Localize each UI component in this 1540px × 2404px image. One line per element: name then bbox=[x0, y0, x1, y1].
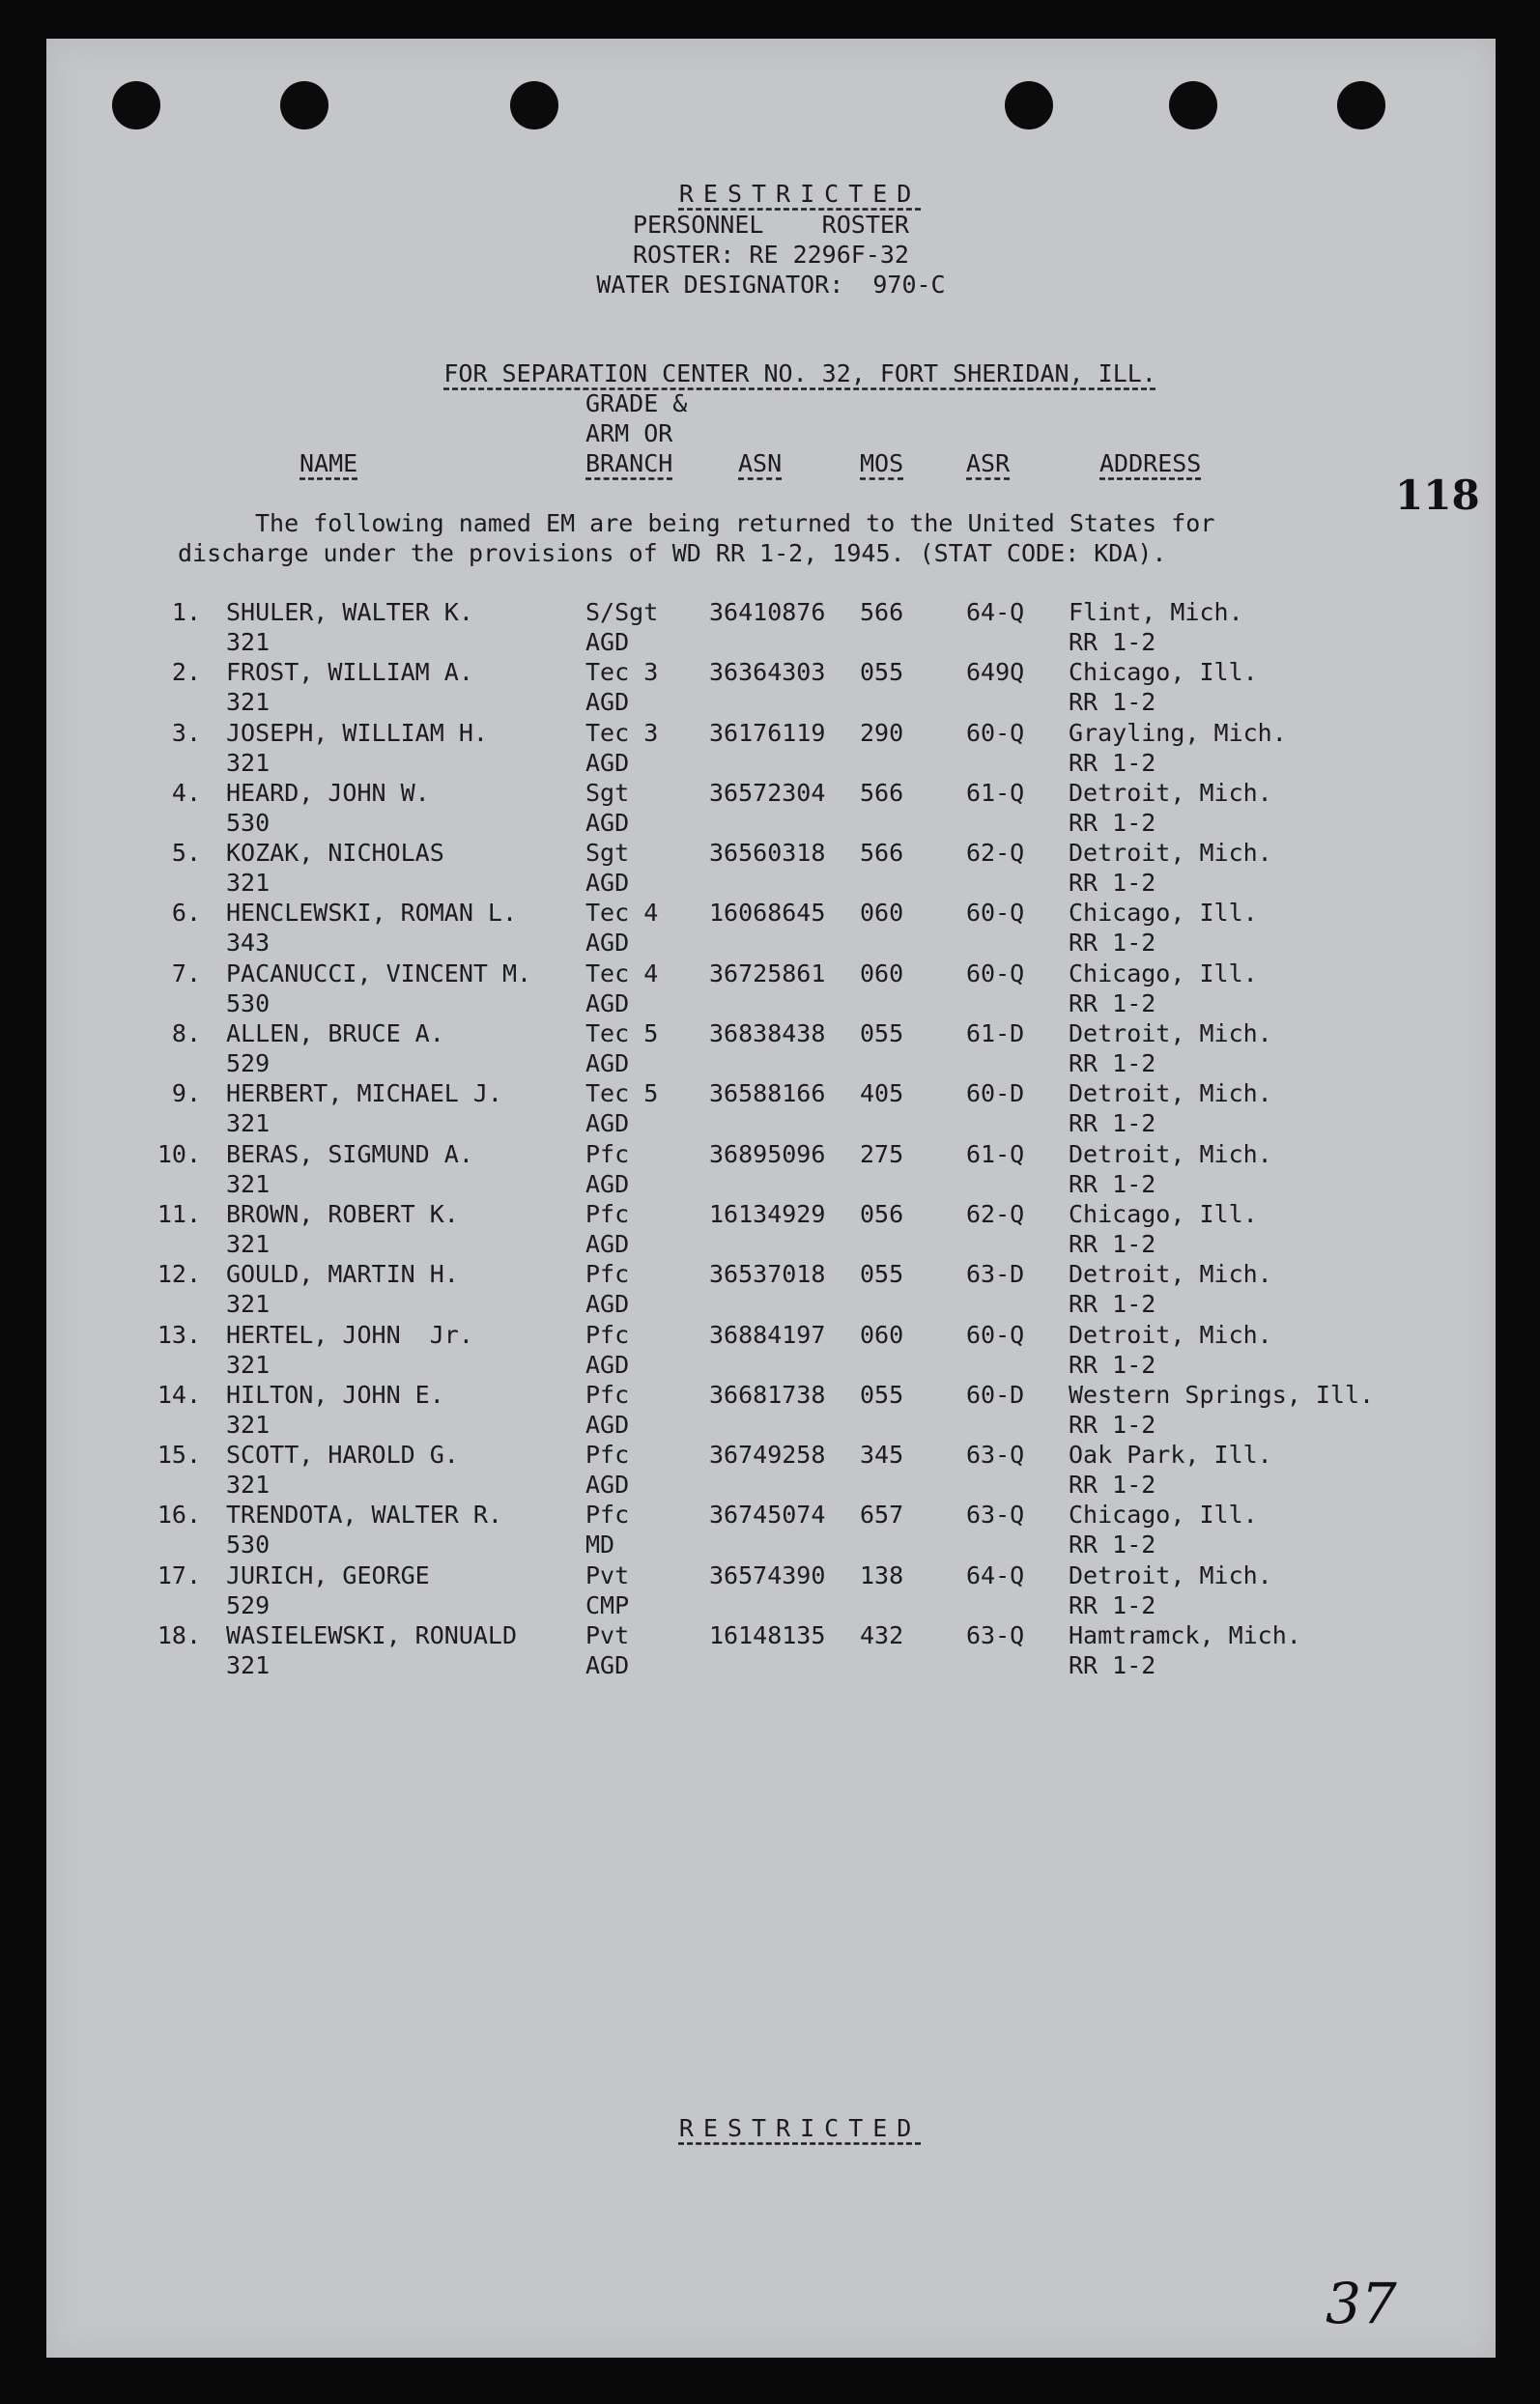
entry-asr: 64-Q bbox=[966, 598, 1025, 626]
entry-asr: 61-D bbox=[966, 1019, 1025, 1048]
roster-entry bbox=[46, 597, 1496, 657]
entry-grade: Tec 5 bbox=[585, 1019, 659, 1048]
entry-authority: RR 1-2 bbox=[1069, 1290, 1156, 1319]
entry-unit: 321 bbox=[226, 1350, 271, 1379]
entry-unit: 321 bbox=[226, 869, 271, 898]
entry-grade: Tec 4 bbox=[585, 959, 659, 987]
roster-entry bbox=[46, 1139, 1496, 1199]
entry-authority: RR 1-2 bbox=[1069, 1651, 1156, 1680]
entry-address: Oak Park, Ill. bbox=[1069, 1441, 1272, 1470]
entry-arm-branch: AGD bbox=[585, 988, 630, 1017]
roster-entry bbox=[46, 1380, 1496, 1440]
entry-asr: 60-Q bbox=[966, 899, 1025, 928]
roster-entry bbox=[46, 778, 1496, 838]
entry-number: 4. bbox=[171, 778, 201, 807]
entry-arm-branch: MD bbox=[585, 1531, 615, 1560]
entry-number: 14. bbox=[157, 1380, 201, 1409]
entry-asr: 60-Q bbox=[966, 718, 1025, 747]
entry-arm-branch: AGD bbox=[585, 869, 630, 898]
roster-entry bbox=[46, 718, 1496, 778]
document-page bbox=[46, 39, 1496, 2358]
entry-arm-branch: AGD bbox=[585, 1350, 630, 1379]
entry-mos: 566 bbox=[860, 839, 904, 868]
entry-name: KOZAK, NICHOLAS bbox=[226, 839, 444, 868]
entry-grade: Pfc bbox=[585, 1441, 630, 1470]
entry-unit: 321 bbox=[226, 1410, 271, 1439]
entry-address: Chicago, Ill. bbox=[1069, 959, 1258, 987]
entry-address: Detroit, Mich. bbox=[1069, 1260, 1272, 1289]
entry-asr: 60-Q bbox=[966, 1320, 1025, 1349]
entry-mos: 056 bbox=[860, 1199, 904, 1228]
entry-number: 15. bbox=[157, 1441, 201, 1470]
entry-name: HERTEL, JOHN Jr. bbox=[226, 1320, 473, 1349]
entry-grade: S/Sgt bbox=[585, 598, 659, 626]
entry-authority: RR 1-2 bbox=[1069, 929, 1156, 958]
entry-mos: 055 bbox=[860, 1260, 904, 1289]
entry-asr: 62-Q bbox=[966, 839, 1025, 868]
entry-name: HILTON, JOHN E. bbox=[226, 1380, 444, 1409]
roster-entry bbox=[46, 898, 1496, 958]
entry-name: HEARD, JOHN W. bbox=[226, 778, 430, 807]
column-header-grade-3: BRANCH bbox=[585, 449, 673, 477]
roster-entry bbox=[46, 1018, 1496, 1078]
entry-grade: Sgt bbox=[585, 839, 630, 868]
entry-unit: 530 bbox=[226, 988, 271, 1017]
roster-entry bbox=[46, 1440, 1496, 1500]
entry-authority: RR 1-2 bbox=[1069, 1169, 1156, 1198]
entry-number: 8. bbox=[171, 1019, 201, 1048]
entry-number: 13. bbox=[157, 1320, 201, 1349]
roster-list bbox=[46, 597, 1496, 1680]
entry-asn: 16134929 bbox=[709, 1199, 826, 1228]
classification-footer: RESTRICTED bbox=[678, 2114, 922, 2142]
entry-mos: 345 bbox=[860, 1441, 904, 1470]
entry-address: Chicago, Ill. bbox=[1069, 1501, 1258, 1530]
entry-grade: Tec 3 bbox=[585, 718, 659, 747]
entry-authority: RR 1-2 bbox=[1069, 1531, 1156, 1560]
column-header-grade-2: ARM OR bbox=[585, 419, 673, 447]
entry-number: 11. bbox=[157, 1199, 201, 1228]
punch-hole bbox=[1005, 81, 1053, 129]
roster-entry bbox=[46, 1078, 1496, 1138]
entry-arm-branch: AGD bbox=[585, 1109, 630, 1138]
entry-unit: 321 bbox=[226, 1229, 271, 1258]
entry-number: 1. bbox=[171, 598, 201, 626]
entry-asn: 36895096 bbox=[709, 1139, 826, 1168]
entry-mos: 055 bbox=[860, 658, 904, 687]
entry-grade: Tec 3 bbox=[585, 658, 659, 687]
entry-unit: 321 bbox=[226, 1471, 271, 1500]
entry-grade: Sgt bbox=[585, 778, 630, 807]
entry-address: Detroit, Mich. bbox=[1069, 778, 1272, 807]
entry-mos: 290 bbox=[860, 718, 904, 747]
entry-address: Chicago, Ill. bbox=[1069, 899, 1258, 928]
entry-unit: 529 bbox=[226, 1049, 271, 1078]
entry-unit: 530 bbox=[226, 808, 271, 837]
entry-grade: Tec 5 bbox=[585, 1079, 659, 1108]
intro-paragraph: The following named EM are being returned to the United States for discharge under the provisions of WD RR 1-2, 1945. (STAT CODE: KDA). bbox=[178, 509, 1215, 567]
entry-asn: 36560318 bbox=[709, 839, 826, 868]
roster-entry bbox=[46, 1199, 1496, 1259]
entry-number: 2. bbox=[171, 658, 201, 687]
entry-mos: 566 bbox=[860, 778, 904, 807]
entry-unit: 321 bbox=[226, 688, 271, 717]
entry-asn: 36410876 bbox=[709, 598, 826, 626]
entry-authority: RR 1-2 bbox=[1069, 1049, 1156, 1078]
entry-name: BERAS, SIGMUND A. bbox=[226, 1139, 473, 1168]
entry-address: Western Springs, Ill. bbox=[1069, 1380, 1375, 1409]
entry-authority: RR 1-2 bbox=[1069, 1229, 1156, 1258]
entry-mos: 060 bbox=[860, 959, 904, 987]
entry-asn: 16148135 bbox=[709, 1621, 826, 1650]
entry-address: Detroit, Mich. bbox=[1069, 839, 1272, 868]
entry-number: 3. bbox=[171, 718, 201, 747]
entry-mos: 405 bbox=[860, 1079, 904, 1108]
entry-unit: 530 bbox=[226, 1531, 271, 1560]
entry-unit: 321 bbox=[226, 1169, 271, 1198]
classification-header: RESTRICTED bbox=[678, 180, 922, 208]
entry-mos: 138 bbox=[860, 1560, 904, 1589]
entry-arm-branch: AGD bbox=[585, 1471, 630, 1500]
entry-name: TRENDOTA, WALTER R. bbox=[226, 1501, 502, 1530]
entry-unit: 343 bbox=[226, 929, 271, 958]
roster-type: PERSONNEL ROSTER bbox=[633, 211, 909, 239]
entry-asr: 60-Q bbox=[966, 959, 1025, 987]
entry-asr: 63-Q bbox=[966, 1501, 1025, 1530]
column-header-asn: ASN bbox=[738, 449, 783, 477]
entry-asn: 36176119 bbox=[709, 718, 826, 747]
entry-arm-branch: AGD bbox=[585, 1651, 630, 1680]
entry-asr: 60-D bbox=[966, 1380, 1025, 1409]
entry-asn: 36745074 bbox=[709, 1501, 826, 1530]
entry-unit: 529 bbox=[226, 1590, 271, 1619]
entry-asr: 61-Q bbox=[966, 1139, 1025, 1168]
entry-address: Detroit, Mich. bbox=[1069, 1079, 1272, 1108]
entry-asr: 649Q bbox=[966, 658, 1025, 687]
entry-number: 5. bbox=[171, 839, 201, 868]
punch-hole bbox=[510, 81, 558, 129]
entry-name: ALLEN, BRUCE A. bbox=[226, 1019, 444, 1048]
entry-authority: RR 1-2 bbox=[1069, 1350, 1156, 1379]
punch-hole bbox=[280, 81, 328, 129]
entry-arm-branch: AGD bbox=[585, 808, 630, 837]
entry-address: Chicago, Ill. bbox=[1069, 1199, 1258, 1228]
entry-address: Grayling, Mich. bbox=[1069, 718, 1287, 747]
entry-asn: 16068645 bbox=[709, 899, 826, 928]
roster-entry bbox=[46, 1620, 1496, 1680]
entry-arm-branch: AGD bbox=[585, 1169, 630, 1198]
entry-arm-branch: CMP bbox=[585, 1590, 630, 1619]
entry-grade: Pfc bbox=[585, 1380, 630, 1409]
entry-unit: 321 bbox=[226, 1290, 271, 1319]
entry-mos: 566 bbox=[860, 598, 904, 626]
stamped-number: 118 bbox=[1395, 472, 1480, 519]
entry-asn: 36537018 bbox=[709, 1260, 826, 1289]
entry-authority: RR 1-2 bbox=[1069, 628, 1156, 656]
entry-asn: 36838438 bbox=[709, 1019, 826, 1048]
column-header-name: NAME bbox=[299, 449, 358, 477]
entry-asn: 36725861 bbox=[709, 959, 826, 987]
entry-arm-branch: AGD bbox=[585, 1229, 630, 1258]
punch-hole bbox=[1337, 81, 1385, 129]
entry-address: Detroit, Mich. bbox=[1069, 1139, 1272, 1168]
column-header-asr: ASR bbox=[966, 449, 1011, 477]
entry-asn: 36364303 bbox=[709, 658, 826, 687]
handwritten-page-number: 37 bbox=[1326, 2271, 1397, 2336]
entry-authority: RR 1-2 bbox=[1069, 988, 1156, 1017]
entry-number: 17. bbox=[157, 1560, 201, 1589]
entry-name: JURICH, GEORGE bbox=[226, 1560, 430, 1589]
entry-authority: RR 1-2 bbox=[1069, 748, 1156, 777]
entry-address: Detroit, Mich. bbox=[1069, 1560, 1272, 1589]
entry-mos: 060 bbox=[860, 1320, 904, 1349]
entry-asn: 36681738 bbox=[709, 1380, 826, 1409]
entry-address: Detroit, Mich. bbox=[1069, 1019, 1272, 1048]
entry-authority: RR 1-2 bbox=[1069, 1471, 1156, 1500]
roster-number: ROSTER: RE 2296F-32 bbox=[633, 241, 909, 269]
entry-number: 6. bbox=[171, 899, 201, 928]
entry-number: 9. bbox=[171, 1079, 201, 1108]
entry-number: 7. bbox=[171, 959, 201, 987]
entry-address: Flint, Mich. bbox=[1069, 598, 1243, 626]
entry-unit: 321 bbox=[226, 1651, 271, 1680]
entry-asn: 36588166 bbox=[709, 1079, 826, 1108]
entry-mos: 432 bbox=[860, 1621, 904, 1650]
entry-arm-branch: AGD bbox=[585, 688, 630, 717]
entry-asr: 61-Q bbox=[966, 778, 1025, 807]
entry-asr: 63-Q bbox=[966, 1441, 1025, 1470]
entry-name: SCOTT, HAROLD G. bbox=[226, 1441, 459, 1470]
entry-authority: RR 1-2 bbox=[1069, 688, 1156, 717]
entry-asr: 63-Q bbox=[966, 1621, 1025, 1650]
entry-asn: 36749258 bbox=[709, 1441, 826, 1470]
entry-number: 18. bbox=[157, 1621, 201, 1650]
entry-name: JOSEPH, WILLIAM H. bbox=[226, 718, 488, 747]
entry-name: PACANUCCI, VINCENT M. bbox=[226, 959, 532, 987]
entry-asr: 63-D bbox=[966, 1260, 1025, 1289]
column-header-mos: MOS bbox=[860, 449, 904, 477]
entry-authority: RR 1-2 bbox=[1069, 869, 1156, 898]
entry-mos: 275 bbox=[860, 1139, 904, 1168]
entry-unit: 321 bbox=[226, 1109, 271, 1138]
roster-entry bbox=[46, 657, 1496, 717]
entry-arm-branch: AGD bbox=[585, 1410, 630, 1439]
entry-arm-branch: AGD bbox=[585, 748, 630, 777]
entry-asn: 36884197 bbox=[709, 1320, 826, 1349]
entry-address: Chicago, Ill. bbox=[1069, 658, 1258, 687]
column-header-grade-1: GRADE & bbox=[585, 389, 688, 417]
entry-unit: 321 bbox=[226, 748, 271, 777]
entry-name: FROST, WILLIAM A. bbox=[226, 658, 473, 687]
entry-asr: 60-D bbox=[966, 1079, 1025, 1108]
entry-unit: 321 bbox=[226, 628, 271, 656]
entry-grade: Pfc bbox=[585, 1320, 630, 1349]
entry-name: SHULER, WALTER K. bbox=[226, 598, 473, 626]
entry-address: Detroit, Mich. bbox=[1069, 1320, 1272, 1349]
entry-mos: 657 bbox=[860, 1501, 904, 1530]
entry-name: HENCLEWSKI, ROMAN L. bbox=[226, 899, 518, 928]
entry-asr: 64-Q bbox=[966, 1560, 1025, 1589]
entry-name: HERBERT, MICHAEL J. bbox=[226, 1079, 502, 1108]
roster-entry bbox=[46, 1259, 1496, 1319]
entry-name: BROWN, ROBERT K. bbox=[226, 1199, 459, 1228]
entry-arm-branch: AGD bbox=[585, 1290, 630, 1319]
entry-arm-branch: AGD bbox=[585, 929, 630, 958]
water-designator: WATER DESIGNATOR: 970-C bbox=[596, 271, 946, 299]
punch-hole bbox=[112, 81, 160, 129]
entry-grade: Pfc bbox=[585, 1139, 630, 1168]
punch-hole bbox=[1169, 81, 1217, 129]
entry-grade: Tec 4 bbox=[585, 899, 659, 928]
column-header-address: ADDRESS bbox=[1099, 449, 1202, 477]
entry-grade: Pfc bbox=[585, 1199, 630, 1228]
entry-grade: Pvt bbox=[585, 1560, 630, 1589]
roster-entry bbox=[46, 1320, 1496, 1380]
entry-mos: 060 bbox=[860, 899, 904, 928]
entry-number: 16. bbox=[157, 1501, 201, 1530]
entry-asn: 36574390 bbox=[709, 1560, 826, 1589]
roster-entry bbox=[46, 838, 1496, 898]
entry-arm-branch: AGD bbox=[585, 628, 630, 656]
entry-grade: Pfc bbox=[585, 1260, 630, 1289]
entry-asr: 62-Q bbox=[966, 1199, 1025, 1228]
document-title: FOR SEPARATION CENTER NO. 32, FORT SHERIDAN, ILL. bbox=[443, 359, 1156, 387]
entry-number: 10. bbox=[157, 1139, 201, 1168]
entry-authority: RR 1-2 bbox=[1069, 1109, 1156, 1138]
entry-name: GOULD, MARTIN H. bbox=[226, 1260, 459, 1289]
entry-grade: Pfc bbox=[585, 1501, 630, 1530]
entry-name: WASIELEWSKI, RONUALD bbox=[226, 1621, 518, 1650]
entry-number: 12. bbox=[157, 1260, 201, 1289]
entry-authority: RR 1-2 bbox=[1069, 808, 1156, 837]
entry-mos: 055 bbox=[860, 1380, 904, 1409]
entry-asn: 36572304 bbox=[709, 778, 826, 807]
entry-authority: RR 1-2 bbox=[1069, 1590, 1156, 1619]
entry-mos: 055 bbox=[860, 1019, 904, 1048]
entry-arm-branch: AGD bbox=[585, 1049, 630, 1078]
entry-grade: Pvt bbox=[585, 1621, 630, 1650]
entry-authority: RR 1-2 bbox=[1069, 1410, 1156, 1439]
roster-entry bbox=[46, 1500, 1496, 1560]
roster-entry bbox=[46, 959, 1496, 1018]
entry-address: Hamtramck, Mich. bbox=[1069, 1621, 1301, 1650]
roster-entry bbox=[46, 1560, 1496, 1620]
